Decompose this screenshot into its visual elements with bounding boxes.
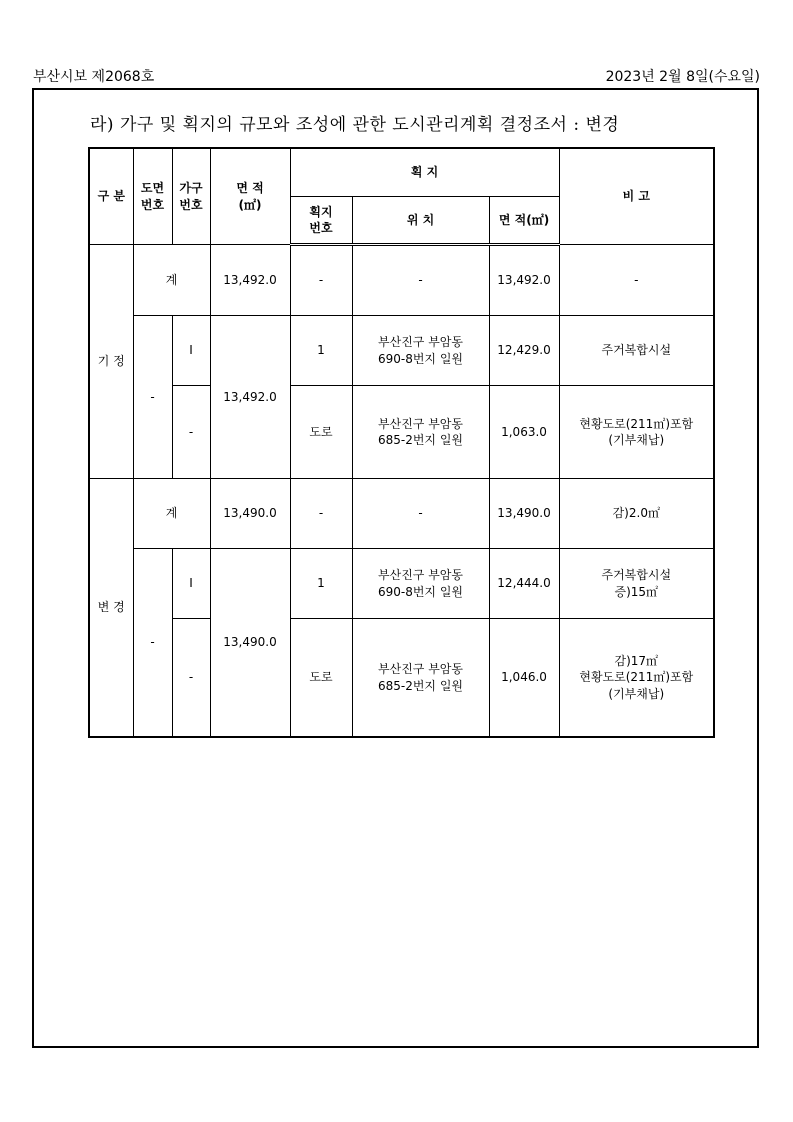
total-remarks: -: [559, 245, 714, 316]
total-area: 13,490.0: [210, 479, 290, 549]
lot-area: 12,429.0: [489, 316, 559, 386]
header-block-no: 가구 번호: [172, 148, 210, 245]
table-row: [89, 619, 714, 738]
table-row: [89, 386, 714, 479]
lot-remarks: 감)17㎡ 현황도로(211㎡)포함 (기부채납): [559, 619, 714, 738]
sheet-no: -: [133, 316, 172, 479]
lot-no: 1: [290, 316, 352, 386]
lot-no: 도로: [290, 386, 352, 479]
header-area: 면 적 (㎡): [210, 148, 290, 245]
total-lot-no: -: [290, 245, 352, 316]
block-no: Ⅰ: [172, 316, 210, 386]
total-label: 계: [133, 245, 210, 316]
header-location: 위 치: [352, 197, 489, 245]
header-category: 구 분: [89, 148, 133, 245]
total-location: -: [352, 479, 489, 549]
total-label: 계: [133, 479, 210, 549]
lot-location: 부산진구 부암동 685-2번지 일원: [352, 386, 489, 479]
total-location: -: [352, 245, 489, 316]
sheet-no: -: [133, 549, 172, 738]
lot-remarks: 주거복합시설: [559, 316, 714, 386]
header-lot-area: 면 적(㎡): [489, 197, 559, 245]
lot-area: 12,444.0: [489, 549, 559, 619]
category-changed: 변 경: [89, 479, 133, 738]
publication-number: 부산시보 제2068호: [33, 69, 155, 85]
header-remarks: 비 고: [559, 148, 714, 245]
lot-area: 1,063.0: [489, 386, 559, 479]
lot-remarks: 현황도로(211㎡)포함 (기부채납): [559, 386, 714, 479]
header-lot-no: 획지 번호: [290, 197, 352, 245]
total-lot-no: -: [290, 479, 352, 549]
lot-location: 부산진구 부암동 685-2번지 일원: [352, 619, 489, 738]
table-row: [89, 316, 714, 386]
total-remarks: 감)2.0㎡: [559, 479, 714, 549]
block-no: -: [172, 386, 210, 479]
table-row: [89, 479, 714, 549]
block-area: 13,492.0: [210, 316, 290, 479]
total-area: 13,492.0: [210, 245, 290, 316]
lot-no: 도로: [290, 619, 352, 738]
lot-no: 1: [290, 549, 352, 619]
section-title: 라) 가구 및 획지의 규모와 조성에 관한 도시관리계획 결정조서 : 변경: [90, 115, 620, 135]
lot-area: 1,046.0: [489, 619, 559, 738]
table-header-row: [89, 148, 714, 197]
header-sheet-no: 도면 번호: [133, 148, 172, 245]
header-lot: 획 지: [290, 148, 559, 197]
publication-date: 2023년 2월 8일(수요일): [605, 69, 760, 85]
block-no: -: [172, 619, 210, 738]
lot-location: 부산진구 부암동 690-8번지 일원: [352, 316, 489, 386]
table-row: [89, 549, 714, 619]
lot-remarks: 주거복합시설 증)15㎡: [559, 549, 714, 619]
block-area: 13,490.0: [210, 549, 290, 738]
table-row: [89, 245, 714, 316]
decision-table: [88, 147, 715, 738]
category-existing: 기 정: [89, 245, 133, 479]
total-lot-area: 13,490.0: [489, 479, 559, 549]
block-no: Ⅰ: [172, 549, 210, 619]
lot-location: 부산진구 부암동 690-8번지 일원: [352, 549, 489, 619]
total-lot-area: 13,492.0: [489, 245, 559, 316]
